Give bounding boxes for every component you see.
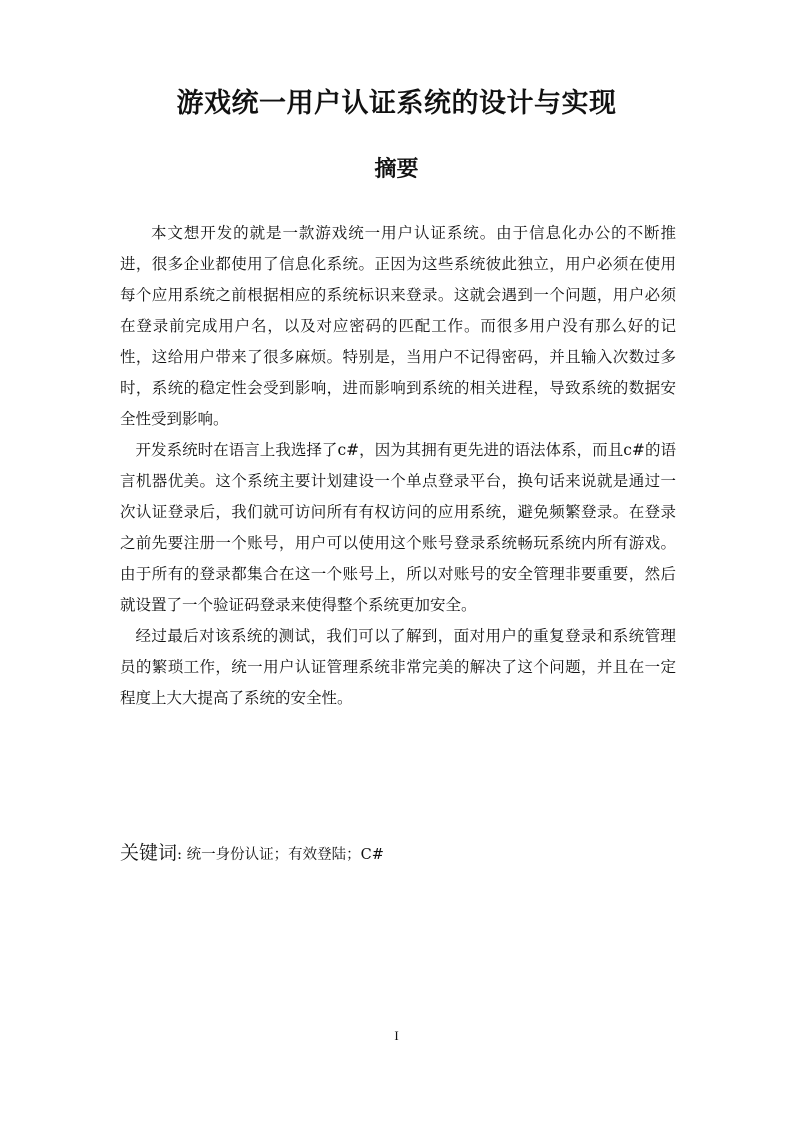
abstract-paragraph-1: 本文想开发的就是一款游戏统一用户认证系统。由于信息化办公的不断推进，很多企业都使用了信息化系统。正因为这些系统彼此独立，用户必须在使用每个应用系统之前根据相应的系统标识来登录。这就会遇到一个问题，用户必须在登录前完成用户名，以及对应密码的匹配工作。而很多用户没有那么好的记性，这给用户带来了很多麻烦。特别是，当用户不记得密码，并且输入次数过多时，系统的稳定性会受到影响，进而影响到系统的相关进程，导致系统的数据安全性受到影响。 xyxy=(120,224,676,428)
document-title: 游戏统一用户认证系统的设计与实现 xyxy=(176,88,617,119)
keywords-line xyxy=(120,838,680,870)
keywords-values: 统一身份认证；有效登陆；C# xyxy=(182,847,384,863)
abstract-paragraph-3: 经过最后对该系统的测试，我们可以了解到，面对用户的重复登录和系统管理员的繁琐工作，统一用户认证管理系统非常完美的解决了这个问题，并且在一定程度上大大提高了系统的安全性。 xyxy=(120,627,676,707)
abstract-paragraph-2: 开发系统时在语言上我选择了c#，因为其拥有更先进的语法体系，而且c#的语言机器优美。这个系统主要计划建设一个单点登录平台，换句话来说就是通过一次认证登录后，我们就可访问所有有权访问的应用系统，避免频繁登录。在登录之前先要注册一个账号，用户可以使用这个账号登录系统畅玩系统内所有游戏。由于所有的登录都集合在这一个账号上，所以对账号的安全管理非要重要，然后就设置了一个验证码登录来使得整个系统更加安全。 xyxy=(120,441,676,614)
abstract-body xyxy=(120,218,676,714)
keywords-colon: : xyxy=(177,845,183,863)
abstract-heading: 摘要 xyxy=(374,157,419,182)
keywords-label: 关键词 xyxy=(120,842,178,864)
page-number: I xyxy=(394,1028,399,1043)
